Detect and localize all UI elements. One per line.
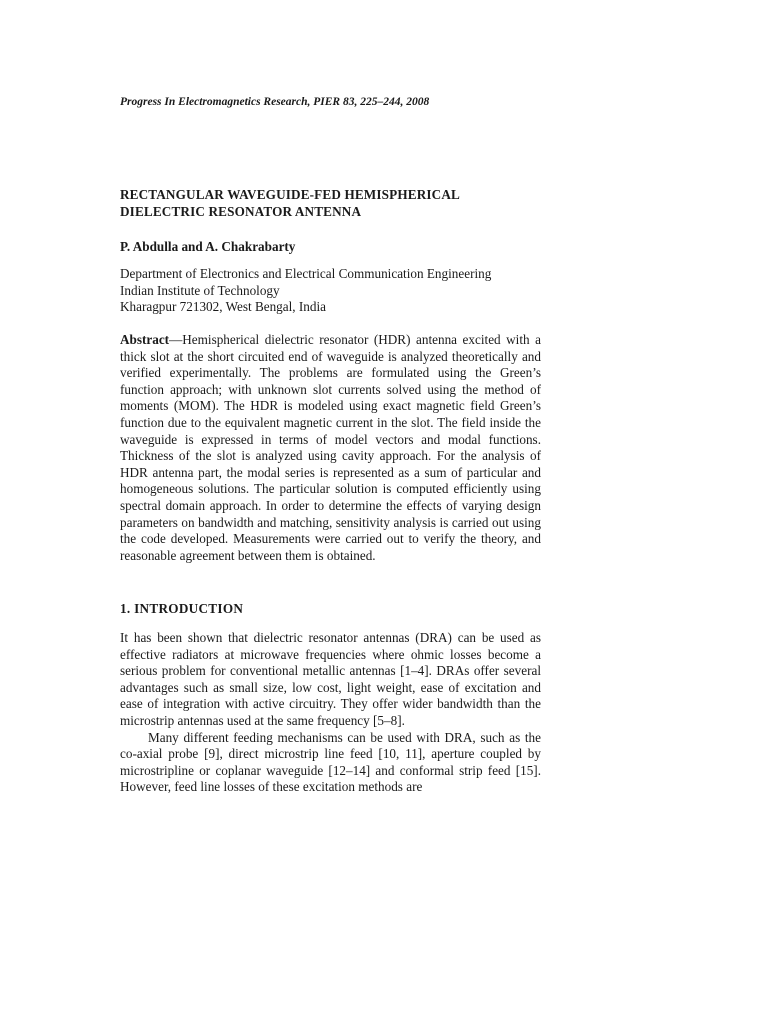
affiliation-institute: Indian Institute of Technology (120, 282, 280, 298)
affiliation-department: Department of Electronics and Electrical Communication Engineering (120, 266, 492, 281)
journal-citation: Progress In Electromagnetics Research, PIER 83, 225–244, 2008 (120, 96, 430, 108)
paper-title (120, 186, 550, 220)
intro-paragraph-2: Many different feeding mechanisms can be used with DRA, such as the co-axial probe [9], direct microstrip line feed [10, 11], aperture coupled by microstripline or coplanar waveguide [12–14] and conformal strip feed [15]. However, feed line losses of these excitation methods are (120, 729, 541, 795)
section-heading-introduction: 1. INTRODUCTION (120, 601, 244, 616)
abstract-label: Abstract (120, 332, 170, 347)
abstract-text: —Hemispherical dielectric resonator (HDR) antenna excited with a thick slot at the short circuited end of waveguide is analyzed theoretically and verified experimentally. The problems are formulated using the Green’s function approach; with unknown slot currents solved using the method of moments (MOM). The HDR is modeled using exact magnetic field Green’s function due to the equivalent magnetic current in the slot. The field inside the waveguide is expressed in terms of model vectors and modal functions. Thickness of the slot is analyzed using cavity approach. For the analysis of HDR antenna part, the modal series is represented as a sum of particular and homogeneous solutions. The particular solution is computed efficiently using spectral domain approach. In order to determine the effects of varying design parameters on bandwidth and matching, sensitivity analysis is carried out using the code developed. Measurements were carried out to verify the theory, and reasonable agreement between them is obtained. (120, 332, 541, 563)
intro-paragraph-1: It has been shown that dielectric resonator antennas (DRA) can be used as effective radiators at microwave frequencies where ohmic losses become a serious problem for conventional metallic antennas [1–4]. DRAs offer several advantages such as small size, low cost, light weight, ease of excitation and ease of integration with active circuitry. They offer wider bandwidth than the microstrip antennas used at the same frequency [5–8]. (120, 630, 541, 728)
affiliation (120, 266, 550, 316)
affiliation-location: Kharagpur 721302, West Bengal, India (120, 299, 326, 315)
abstract (120, 332, 541, 564)
title-line-1: RECTANGULAR WAVEGUIDE-FED HEMISPHERICAL (120, 187, 460, 202)
introduction-body (120, 630, 541, 796)
title-line-2: DIELECTRIC RESONATOR ANTENNA (120, 204, 362, 219)
authors: P. Abdulla and A. Chakrabarty (120, 239, 296, 254)
